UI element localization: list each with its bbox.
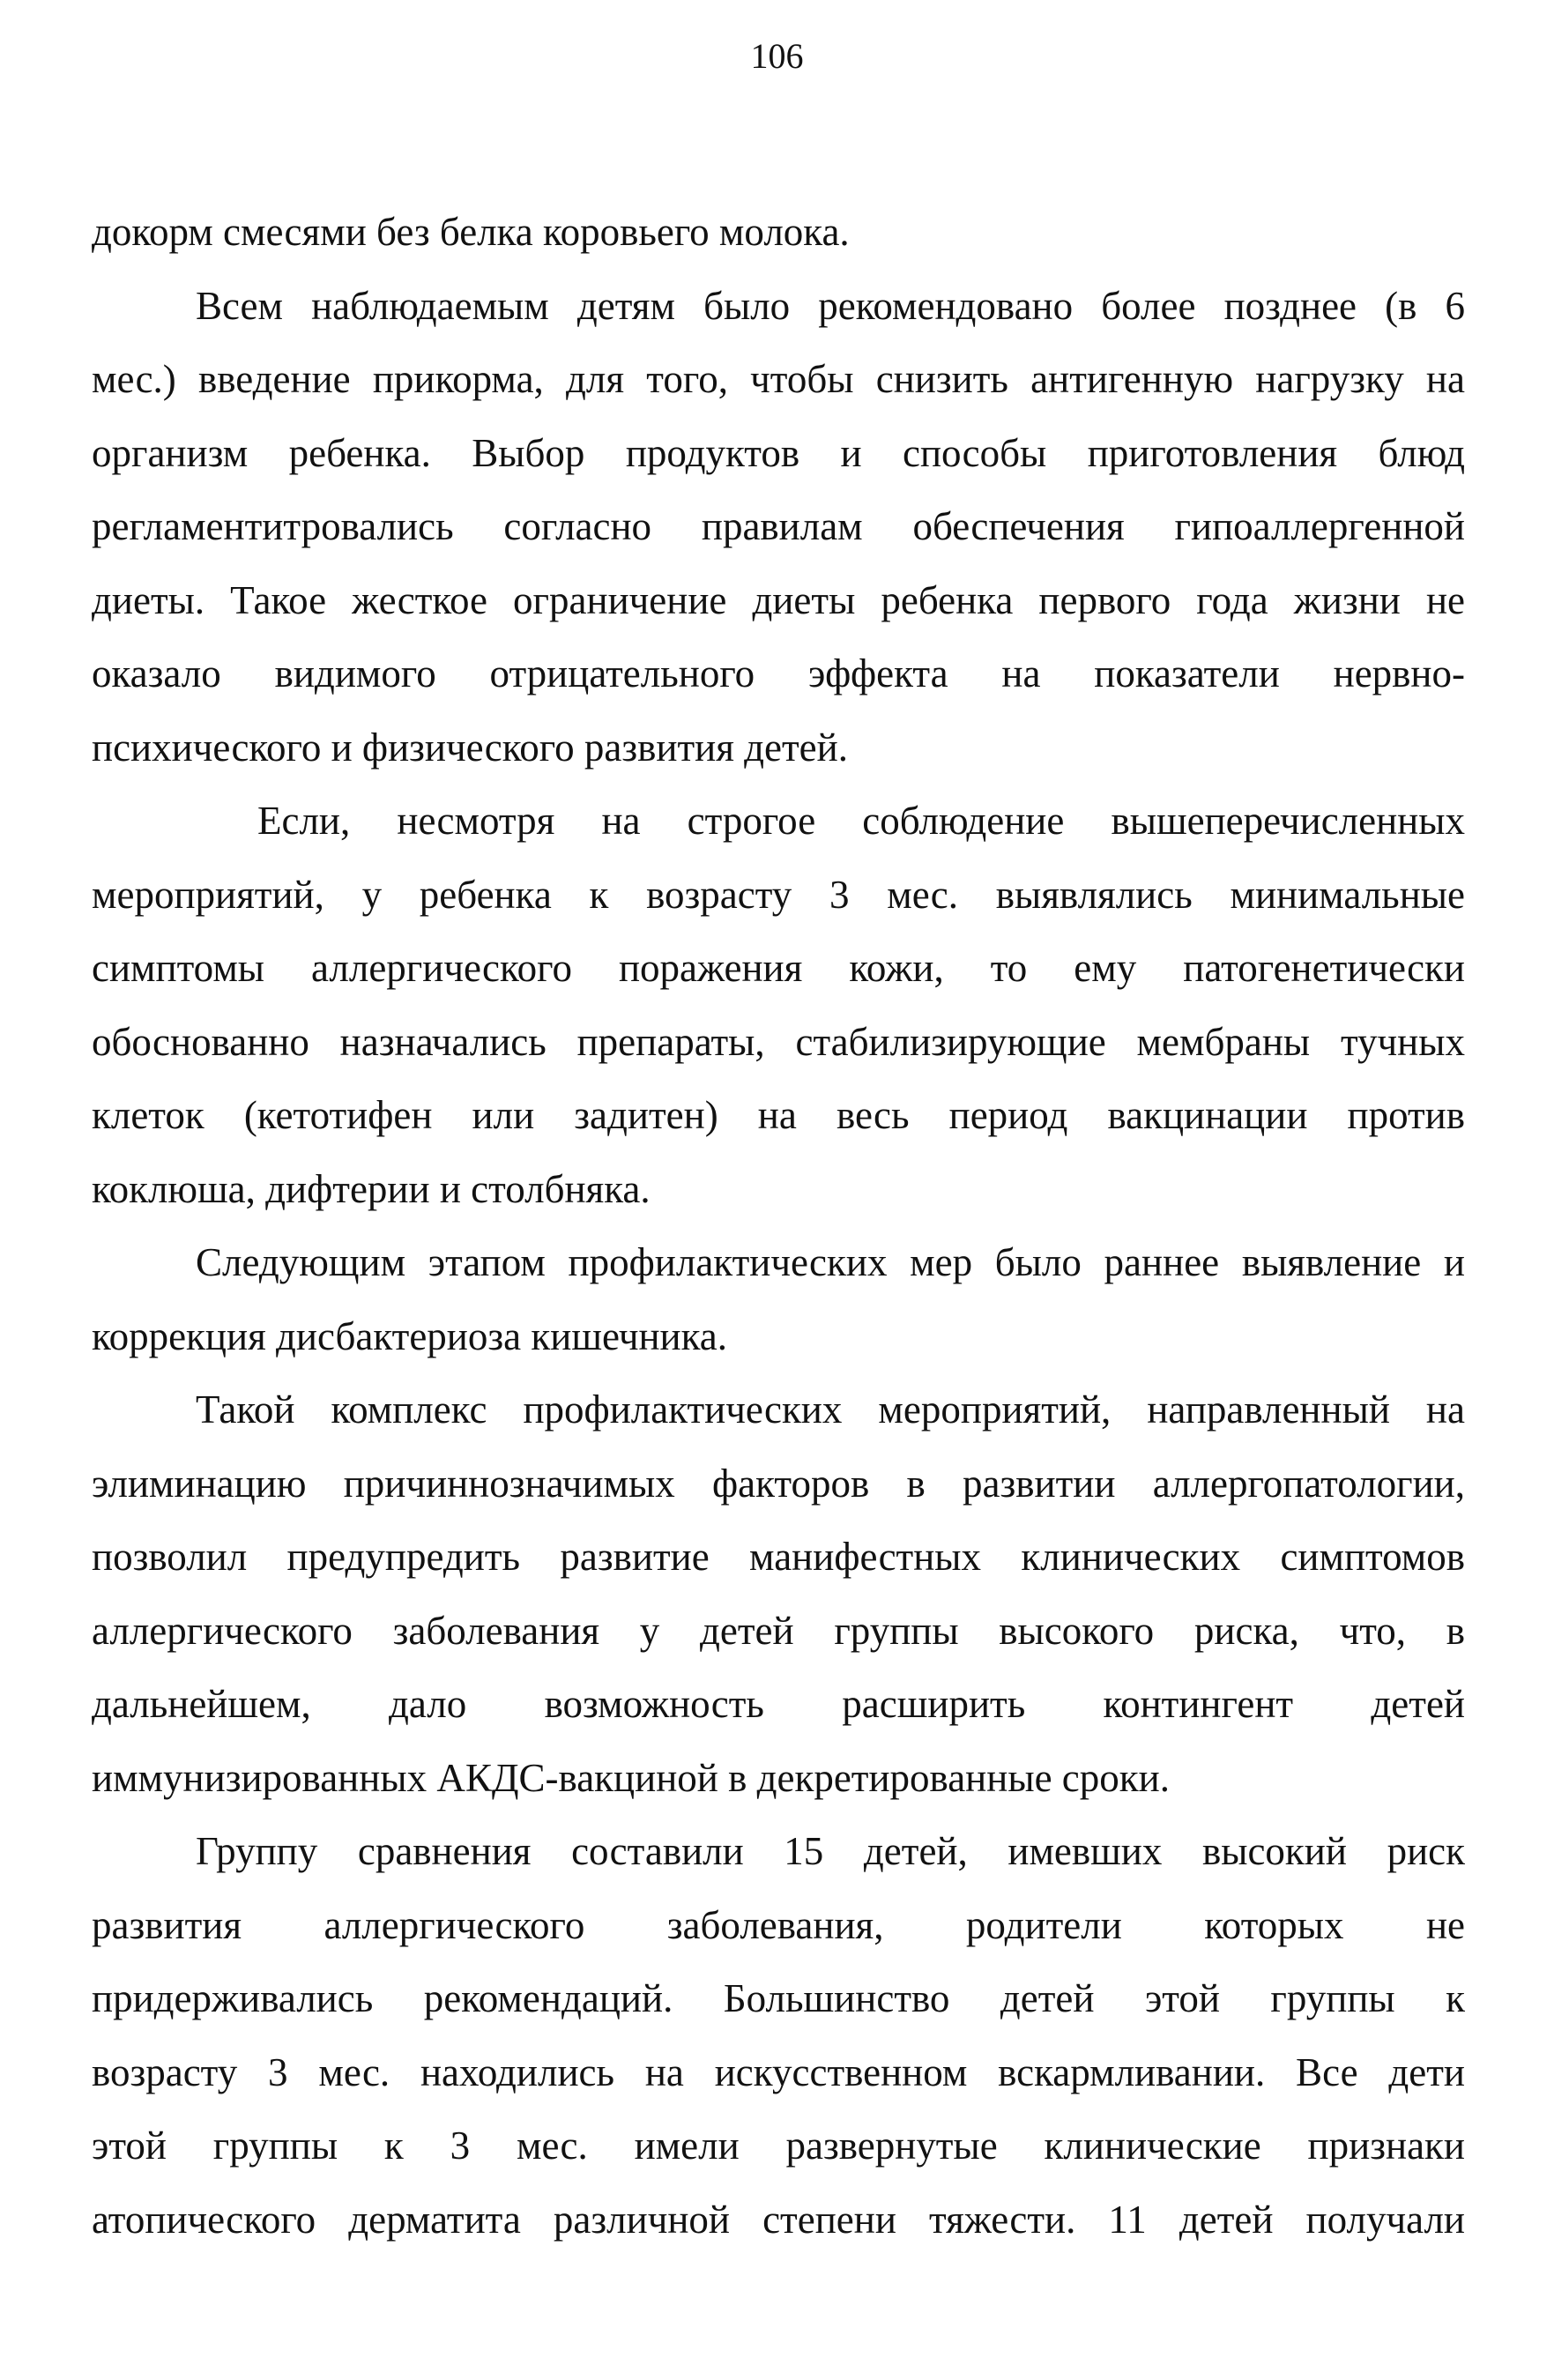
paragraph-line: этой группы к 3 мес. имели развернутые клинические признаки	[92, 2123, 1465, 2168]
paragraph-line: мероприятий, у ребенка к возрасту 3 мес. выявлялись минимальные	[92, 872, 1465, 917]
paragraph-line: Если, несмотря на строгое соблюдение вышеперечисленных	[257, 799, 1465, 843]
paragraph-line: обоснованно назначались препараты, стабилизирующие мембраны тучных	[92, 1019, 1465, 1064]
paragraph-line: коррекция дисбактериоза кишечника.	[92, 1313, 728, 1358]
paragraph-line: иммунизированных АКДС-вакциной в декретированные сроки.	[92, 1755, 1170, 1800]
paragraph-line: атопического дерматита различной степени тяжести. 11 детей получали	[92, 2197, 1465, 2242]
paragraph-line: дальнейшем, дало возможность расширить контингент детей	[92, 1682, 1465, 1726]
paragraph-line: придерживались рекомендаций. Большинство детей этой группы к	[92, 1976, 1465, 2020]
paragraph-line: коклюша, дифтерии и столбняка.	[92, 1166, 651, 1211]
paragraph-line: клеток (кетотифен или задитен) на весь период вакцинации против	[92, 1093, 1465, 1137]
paragraph-line: психического и физического развития детей.	[92, 725, 848, 770]
paragraph-line: организм ребенка. Выбор продуктов и способы приготовления блюд	[92, 430, 1465, 475]
page-number: 106	[750, 36, 804, 76]
paragraph-line: аллергического заболевания у детей группы высокого риска, что, в	[92, 1608, 1465, 1653]
paragraph-line: симптомы аллергического поражения кожи, то ему патогенетически	[92, 946, 1465, 990]
paragraph-line: Группу сравнения составили 15 детей, имевших высокий риск	[196, 1829, 1465, 1873]
body-text	[92, 196, 1465, 2257]
paragraph-line: развития аллергического заболевания, родители которых не	[92, 1902, 1465, 1947]
paragraph-line: элиминацию причиннозначимых факторов в развитии аллергопатологии,	[92, 1461, 1465, 1506]
paragraph-line: регламентитровались согласно правилам обеспечения гипоаллергенной	[92, 504, 1465, 548]
paragraph-line: возрасту 3 мес. находились на искусственном вскармливании. Все дети	[92, 2049, 1465, 2094]
paragraph-line: мес.) введение прикорма, для того, чтобы снизить антигенную нагрузку на	[92, 357, 1465, 401]
paragraph-line: позволил предупредить развитие манифестных клинических симптомов	[92, 1535, 1465, 1579]
paragraph-line: докорм смесями без белка коровьего молока.	[92, 210, 850, 254]
paragraph-line: оказало видимого отрицательного эффекта на показатели нервно-	[92, 651, 1465, 695]
paragraph-line: Всем наблюдаемым детям было рекомендовано более позднее (в 6	[196, 283, 1465, 328]
paragraph-line: Следующим этапом профилактических мер было раннее выявление и	[196, 1240, 1465, 1284]
paragraph-line: Такой комплекс профилактических мероприятий, направленный на	[196, 1387, 1465, 1432]
paragraph-line: диеты. Такое жесткое ограничение диеты ребенка первого года жизни не	[92, 577, 1465, 622]
